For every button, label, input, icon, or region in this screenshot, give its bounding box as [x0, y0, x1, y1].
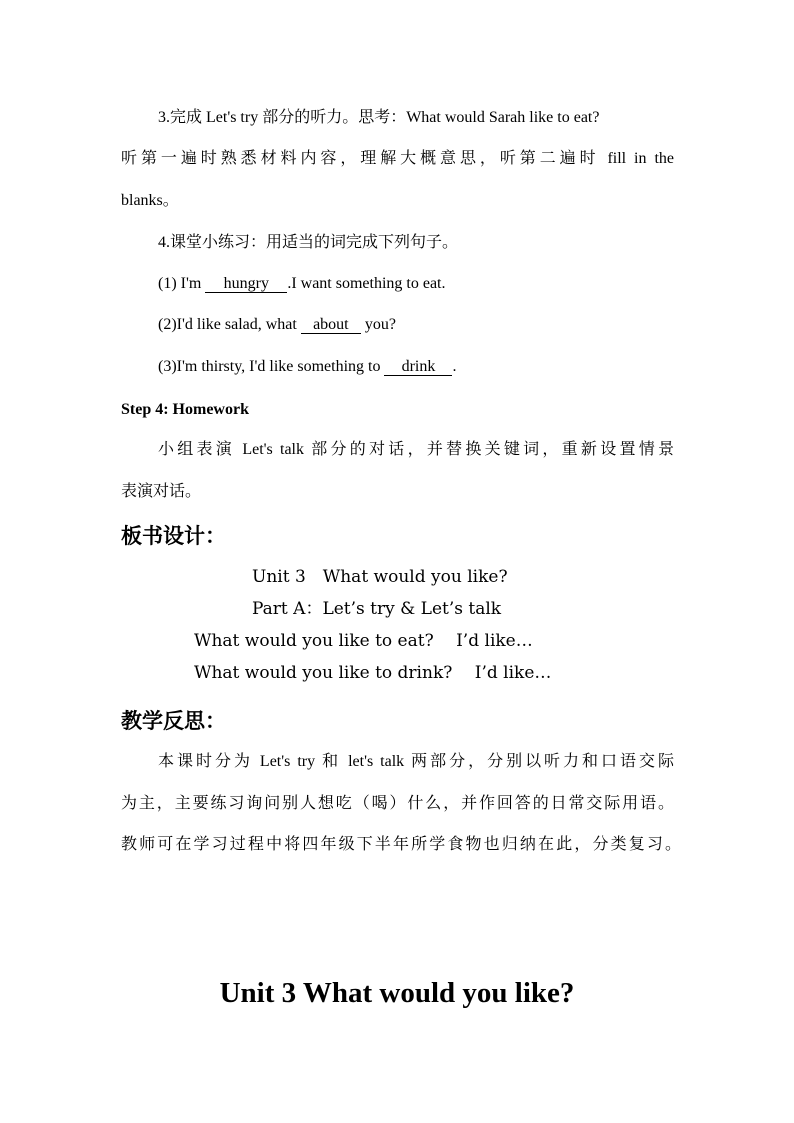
exercise-item-3 [158, 357, 456, 377]
exercise-item-2 [158, 315, 396, 335]
exercise-item-2-prefix: (2)I'd like salad, what [158, 316, 301, 333]
step3-line1: 3.完成 Let's try 部分的听力。思考：What would Sarah like to eat? [158, 109, 600, 126]
board-line-2: Part A：Let’s try & Let’s talk [252, 599, 502, 619]
step4-heading: Step 4: Homework [121, 401, 249, 418]
step3-line3: blanks。 [121, 192, 179, 209]
board-heading: 板书设计： [121, 524, 226, 548]
reflection-line1: 本课时分为 Let's try 和 let's talk 两部分，分别以听力和口语交际 [158, 753, 674, 770]
reflection-line3: 教师可在学习过程中将四年级下半年所学食物也归纳在此，分类复习。 [121, 836, 681, 853]
board-line-1: Unit 3 What would you like? [252, 567, 508, 587]
reflection-line2: 为主，主要练习询问别人想吃（喝）什么，并作回答的日常交际用语。 [121, 795, 674, 812]
exercise-item-2-answer: about [301, 317, 361, 334]
exercise-item-2-suffix: you? [360, 316, 396, 333]
exercise-item-1-suffix: .I want something to eat. [287, 275, 446, 292]
reflection-heading: 教学反思： [121, 709, 226, 733]
exercise-item-1-answer: hungry [205, 276, 287, 293]
exercise-item-1 [158, 274, 446, 294]
board-line-3: What would you like to eat? I’d like… [194, 631, 533, 651]
step4-line2: 表演对话。 [121, 483, 202, 500]
exercise-item-3-prefix: (3)I'm thirsty, I'd like something to [158, 358, 385, 375]
exercise-item-3-answer: drink [384, 359, 452, 376]
exercise-item-3-suffix: . [452, 358, 457, 375]
step3-line2: 听第一遍时熟悉材料内容，理解大概意思，听第二遍时 fill in the [121, 150, 674, 167]
next-unit-title: Unit 3 What would you like? [219, 977, 575, 1009]
board-line-4: What would you like to drink? I’d like… [194, 663, 552, 683]
exercise-intro: 4.课堂小练习：用适当的词完成下列句子。 [158, 234, 459, 251]
exercise-item-1-prefix: (1) I'm [158, 275, 206, 292]
step4-line1: 小组表演 Let's talk 部分的对话，并替换关键词，重新设置情景 [158, 441, 674, 458]
